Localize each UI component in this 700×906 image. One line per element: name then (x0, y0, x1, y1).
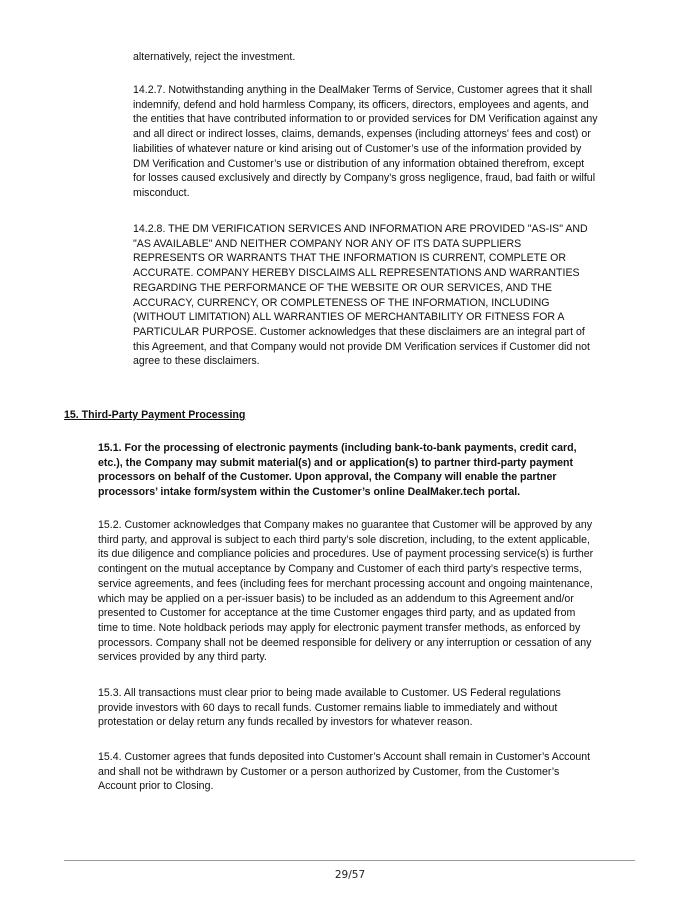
paragraph-15-3 (98, 686, 561, 730)
text-line: 15.4. Customer agrees that funds deposited into Customer’s Account shall remain in Customer’s Account (98, 751, 591, 763)
text-line: "AS AVAILABLE" AND NEITHER COMPANY NOR ANY OF ITS DATA SUPPLIERS (133, 237, 522, 250)
text-line: service agreements, and fees (including fees for merchant processing account and ongoing maintenance, (98, 577, 593, 590)
footer-divider (64, 860, 635, 861)
text-line: and all direct or indirect losses, claims, demands, expenses (including attorneys' fees and cost) or (133, 128, 591, 141)
text-line: protestation or delay return any funds recalled by investors for whatever reason. (98, 716, 473, 729)
text-line: 14.2.7. Notwithstanding anything in the DealMaker Terms of Service, Customer agrees that it shall (133, 84, 593, 96)
text-line: 15.2. Customer acknowledges that Company makes no guarantee that Customer will be approved by any (98, 519, 593, 531)
text-line: (WITHOUT LIMITATION) ALL WARRANTIES OF MERCHANTABILITY OR FITNESS FOR A (133, 311, 565, 324)
text-line: presented to Customer for acceptance at the time Customer engages third party, and as updated from (98, 607, 576, 620)
text-line: services provided by any third party. (98, 651, 267, 664)
text-line: which may be applied on a per-issuer basis) to be included as an addendum to this Agreement and/or (98, 592, 574, 605)
text-line: contingent on the mutual acceptance by Company and Customer of each third party’s respective terms, (98, 563, 582, 576)
text-line: indemnify, defend and hold harmless Company, its officers, directors, employees and agents, and (133, 98, 589, 111)
text-line: 15.3. All transactions must clear prior to being made available to Customer. US Federal regulations (98, 687, 561, 699)
text-line: the entities that have contributed information to or provided services for DM Verification against any (133, 113, 598, 126)
text-line: liabilities of whatever nature or kind arising out of Customer’s use of the information provided by (133, 142, 582, 155)
text-line: its due diligence and compliance policies and procedures. Use of payment processing service(s) is further (98, 548, 594, 561)
text-line: ACCURATE. COMPANY HEREBY DISCLAIMS ALL REPRESENTATIONS AND WARRANTIES (133, 267, 580, 280)
text-line: provide investors with 60 days to recall funds. Customer remains liable to immediately and without (98, 701, 558, 714)
text-line: etc.), the Company may submit material(s) and or application(s) to partner third-party payment (98, 456, 574, 469)
page-number: 29/57 (334, 869, 366, 881)
paragraph-15-1 (98, 441, 577, 500)
text-line: and shall not be withdrawn by Customer or a person authorized by Customer, from the Customer’s (98, 765, 560, 778)
text-line: processors on behalf of the Customer. Upon approval, the Company will enable the partner (98, 471, 557, 484)
text-line: 14.2.8. THE DM VERIFICATION SERVICES AND INFORMATION ARE PROVIDED "AS-IS" AND (133, 223, 588, 235)
text-line: 15.1. For the processing of electronic payments (including bank-to-bank payments, credit card, (98, 442, 577, 454)
paragraph-14-2-8 (133, 222, 590, 369)
text-line: this Agreement, and that Company would not provide DM Verification services if Customer did not (133, 340, 590, 353)
text-line: for losses caused exclusively and directly by Company’s gross negligence, fraud, bad faith or wilful (133, 172, 596, 185)
section-15-heading: 15. Third-Party Payment Processing (64, 409, 246, 421)
text-line: misconduct. (133, 186, 190, 199)
text-line: ACCURACY, CURRENCY, OR COMPLETENESS OF THE INFORMATION, INCLUDING (133, 296, 550, 309)
text-line: PARTICULAR PURPOSE. Customer acknowledges that these disclaimers are an integral part of (133, 325, 585, 338)
text-line: agree to these disclaimers. (133, 355, 260, 368)
text-line: processors. Company shall not be deemed responsible for delivery or any interruption or cessation of any (98, 636, 592, 649)
paragraph-15-2 (98, 518, 593, 665)
paragraph-14-2-6-end (133, 50, 295, 65)
text-line: alternatively, reject the investment. (133, 51, 296, 63)
paragraph-15-4 (98, 750, 590, 794)
paragraph-14-2-7 (133, 83, 598, 201)
text-line: third party, and approval is subject to each third party’s sole discretion, including, to the extent applicable, (98, 533, 590, 546)
text-line: REPRESENTS OR WARRANTS THAT THE INFORMATION IS CURRENT, COMPLETE OR (133, 252, 567, 265)
text-line: DM Verification and Customer’s use or distribution of any information obtained therefrom, except (133, 157, 585, 170)
text-line: REGARDING THE PERFORMANCE OF THE WEBSITE OR OUR SERVICES, AND THE (133, 281, 552, 294)
text-line: Account prior to Closing. (98, 780, 214, 793)
text-line: processors’ intake form/system within the Customer’s online DealMaker.tech portal. (98, 486, 521, 499)
text-line: time to time. Note holdback periods may apply for electronic payment transfer methods, as enforced by (98, 621, 581, 634)
